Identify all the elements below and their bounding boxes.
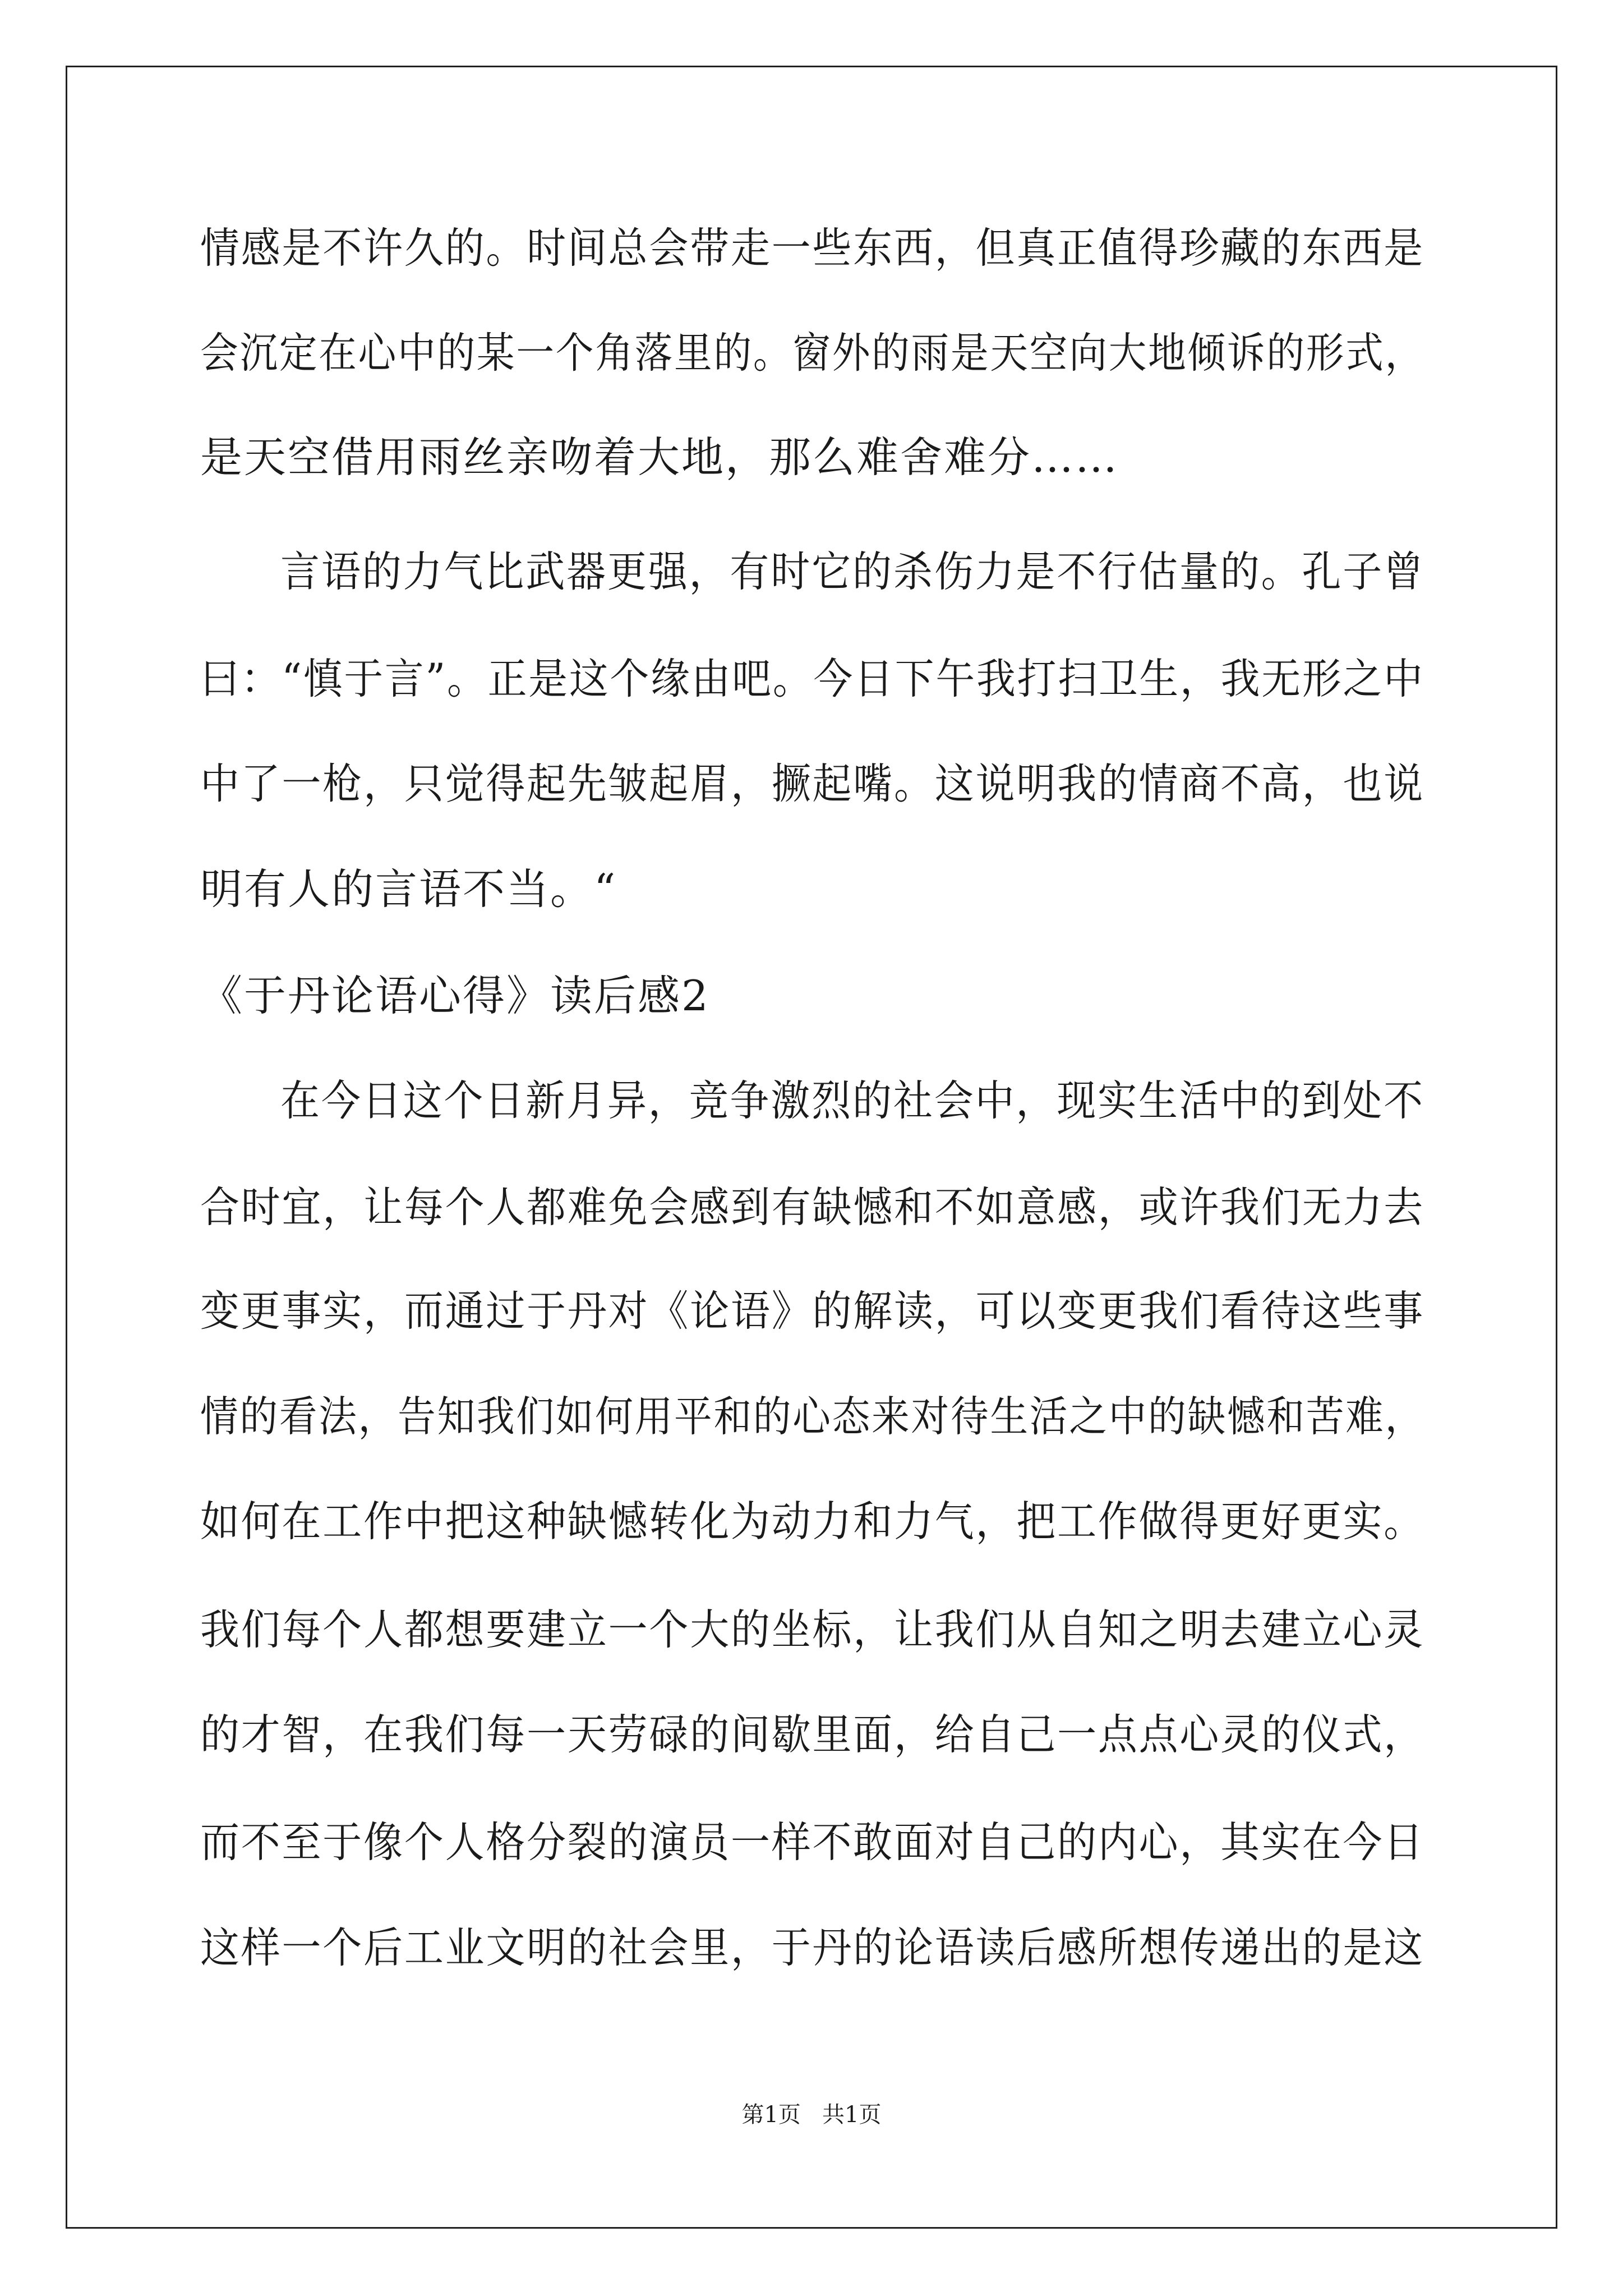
paragraph-1-line-2: 会沉定在心中的某一个角落里的。窗外的雨是天空向大地倾诉的形式，	[200, 328, 1425, 378]
paragraph-3-line-2: 合时宜，让每个人都难免会感到有缺憾和不如意感，或许我们无力去	[200, 1182, 1425, 1232]
page-indicator: 第1页 共1页	[741, 2102, 882, 2128]
paragraph-2-line-2: 曰：“慎于言”。正是这个缘由吧。今日下午我打扫卫生，我无形之中	[200, 654, 1424, 703]
paragraph-3-line-6: 我们每个人都想要建立一个大的坐标，让我们从自知之明去建立心灵	[200, 1605, 1425, 1654]
paragraph-3-line-5: 如何在工作中把这种缺憾转化为动力和力气，把工作做得更好更实。	[200, 1497, 1425, 1546]
paragraph-3-line-3: 变更事实，而通过于丹对《论语》的解读，可以变更我们看待这些事	[200, 1286, 1425, 1336]
paragraph-3-line-9: 这样一个后工业文明的社会里，于丹的论语读后感所想传递出的是这	[200, 1923, 1425, 1972]
paragraph-3-line-4: 情的看法，告知我们如何用平和的心态来对待生活之中的缺憾和苦难，	[200, 1392, 1425, 1441]
paragraph-3-line-7: 的才智，在我们每一天劳碌的间歇里面，给自己一点点心灵的仪式，	[200, 1710, 1425, 1759]
page-border	[66, 66, 1557, 2229]
paragraph-2-line-1: 言语的力气比武器更强，有时它的杀伤力是不行估量的。孔子曾	[280, 547, 1425, 596]
paragraph-1-line-1: 情感是不许久的。时间总会带走一些东西，但真正值得珍藏的东西是	[200, 223, 1425, 273]
section-title: 《于丹论语心得》读后感2	[200, 971, 710, 1020]
paragraph-2-line-4: 明有人的言语不当。“	[200, 864, 617, 914]
paragraph-3-line-8: 而不至于像个人格分裂的演员一样不敢面对自己的内心，其实在今日	[200, 1818, 1425, 1867]
paragraph-3-line-1: 在今日这个日新月异，竞争激烈的社会中，现实生活中的到处不	[280, 1076, 1425, 1125]
paragraph-2-line-3: 中了一枪，只觉得起先皱起眉，撅起嘴。这说明我的情商不高，也说	[200, 759, 1425, 808]
paragraph-1-line-3: 是天空借用雨丝亲吻着大地，那么难舍难分……	[200, 432, 1119, 482]
